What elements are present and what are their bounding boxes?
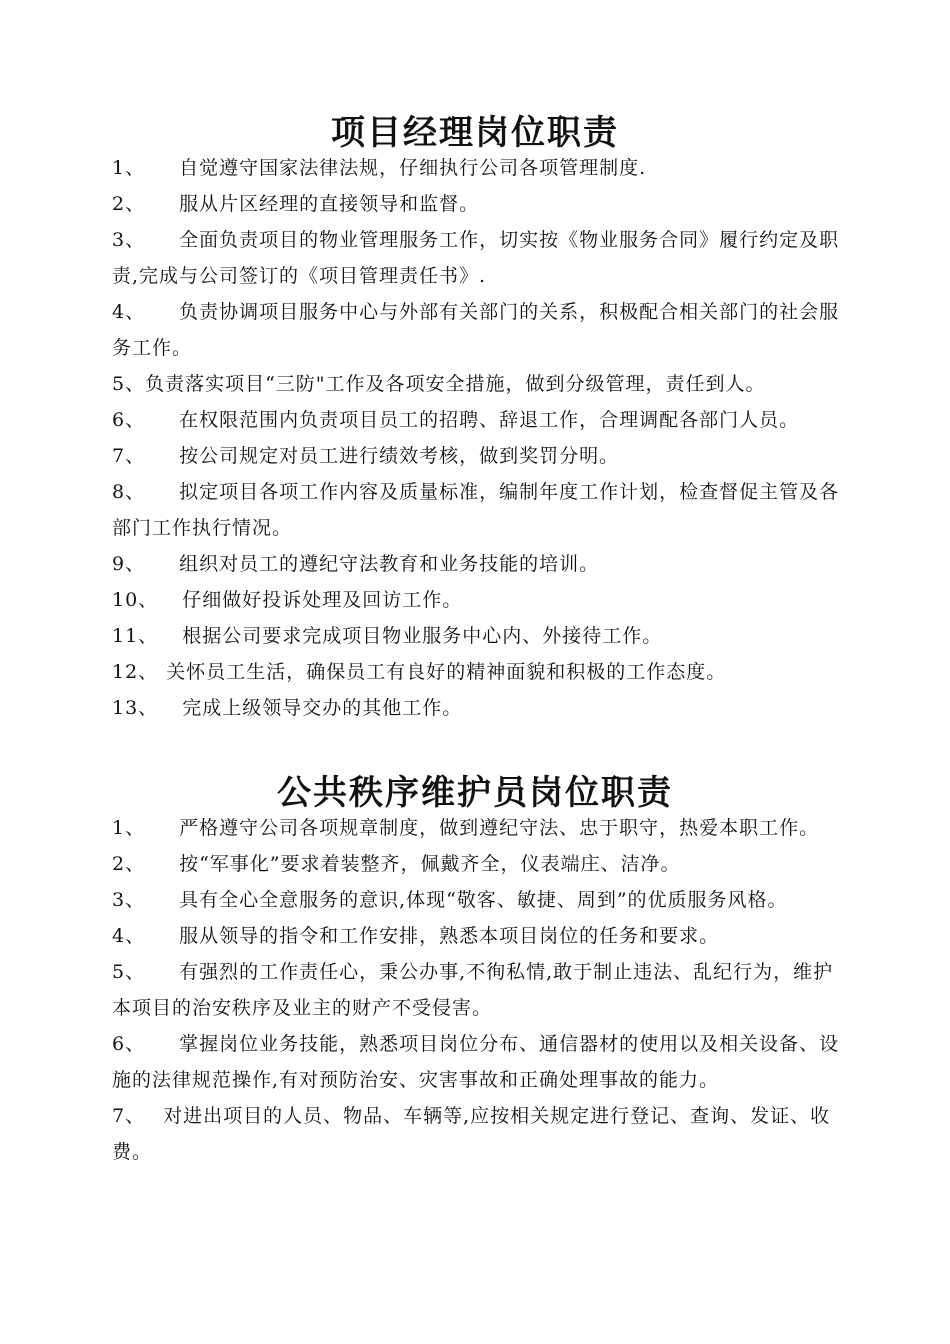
section-title-project-manager: 项目经理岗位职责 bbox=[331, 112, 619, 153]
list-item bbox=[112, 366, 852, 402]
item-number: 11、 bbox=[112, 625, 159, 647]
list-item bbox=[112, 690, 852, 726]
item-number: 7、 bbox=[112, 445, 146, 467]
item-number: 10、 bbox=[112, 589, 159, 611]
item-text: 服从片区经理的直接领导和监督。 bbox=[179, 193, 480, 215]
item-number: 6、 bbox=[112, 409, 146, 431]
item-text: 掌握岗位业务技能，熟悉项目岗位分布、通信器材的使用以及相关设备、设施的法律规范操作,有对预防治安、灾害事故和正确处理事故的能力。 bbox=[112, 1033, 840, 1091]
item-text: 对进出项目的人员、物品、车辆等,应按相关规定进行登记、查询、发证、收费。 bbox=[112, 1105, 831, 1163]
item-number: 8、 bbox=[112, 481, 146, 503]
item-text: 自觉遵守国家法律法规，仔细执行公司各项管理制度. bbox=[179, 157, 647, 179]
item-text: 具有全心全意服务的意识,体现“敬客、敏捷、周到”的优质服务风格。 bbox=[179, 889, 788, 911]
order-keeper-duties-list bbox=[112, 810, 852, 1170]
list-item bbox=[112, 186, 852, 222]
project-manager-duties-list bbox=[112, 150, 852, 726]
item-number: 13、 bbox=[112, 697, 159, 719]
item-number: 2、 bbox=[112, 193, 146, 215]
list-item bbox=[112, 882, 852, 918]
list-item bbox=[112, 1026, 852, 1098]
list-item bbox=[112, 1098, 852, 1170]
list-item bbox=[112, 918, 852, 954]
list-item bbox=[112, 294, 852, 366]
list-item bbox=[112, 402, 852, 438]
item-number: 4、 bbox=[112, 301, 146, 323]
list-item bbox=[112, 474, 852, 546]
list-item bbox=[112, 222, 852, 294]
item-text: 按“军事化”要求着装整齐，佩戴齐全，仪表端庄、洁净。 bbox=[179, 853, 681, 875]
list-item bbox=[112, 618, 852, 654]
item-number: 3、 bbox=[112, 889, 146, 911]
item-number: 7、 bbox=[112, 1105, 146, 1127]
item-number: 1、 bbox=[112, 817, 146, 839]
item-text: 按公司规定对员工进行绩效考核，做到奖罚分明。 bbox=[179, 445, 620, 467]
item-text: 服从领导的指令和工作安排，熟悉本项目岗位的任务和要求。 bbox=[179, 925, 720, 947]
item-text: 全面负责项目的物业管理服务工作，切实按《物业服务合同》履行约定及职责,完成与公司签订的《项目管理责任书》. bbox=[112, 229, 840, 287]
item-text: 拟定项目各项工作内容及质量标准，编制年度工作计划，检查督促主管及各部门工作执行情况。 bbox=[112, 481, 840, 539]
item-text: 负责协调项目服务中心与外部有关部门的关系，积极配合相关部门的社会服务工作。 bbox=[112, 301, 840, 359]
list-item bbox=[112, 846, 852, 882]
item-text: 完成上级领导交办的其他工作。 bbox=[182, 697, 463, 719]
item-number: 3、 bbox=[112, 229, 146, 251]
list-item bbox=[112, 654, 852, 690]
item-number: 5、 bbox=[112, 373, 146, 395]
item-number: 4、 bbox=[112, 925, 146, 947]
item-text: 组织对员工的遵纪守法教育和业务技能的培训。 bbox=[179, 553, 600, 575]
item-text: 关怀员工生活，确保员工有良好的精神面貌和积极的工作态度。 bbox=[166, 661, 727, 683]
item-number: 6、 bbox=[112, 1033, 146, 1055]
item-text: 严格遵守公司各项规章制度，做到遵纪守法、忠于职守，热爱本职工作。 bbox=[179, 817, 820, 839]
item-text: 负责落实项目“三防"工作及各项安全措施，做到分级管理，责任到人。 bbox=[145, 373, 766, 395]
item-text: 根据公司要求完成项目物业服务中心内、外接待工作。 bbox=[182, 625, 663, 647]
item-text: 仔细做好投诉处理及回访工作。 bbox=[182, 589, 463, 611]
list-item bbox=[112, 438, 852, 474]
list-item bbox=[112, 582, 852, 618]
item-number: 9、 bbox=[112, 553, 146, 575]
item-number: 5、 bbox=[112, 961, 146, 983]
item-text: 在权限范围内负责项目员工的招聘、辞退工作，合理调配各部门人员。 bbox=[179, 409, 800, 431]
list-item bbox=[112, 954, 852, 1026]
list-item bbox=[112, 810, 852, 846]
item-number: 12、 bbox=[112, 661, 159, 683]
section-title-order-keeper: 公共秩序维护员岗位职责 bbox=[277, 772, 673, 813]
item-number: 1、 bbox=[112, 157, 146, 179]
list-item bbox=[112, 150, 852, 186]
list-item bbox=[112, 546, 852, 582]
item-number: 2、 bbox=[112, 853, 146, 875]
item-text: 有强烈的工作责任心，秉公办事,不徇私情,敢于制止违法、乱纪行为，维护本项目的治安秩序及业主的财产不受侵害。 bbox=[112, 961, 834, 1019]
